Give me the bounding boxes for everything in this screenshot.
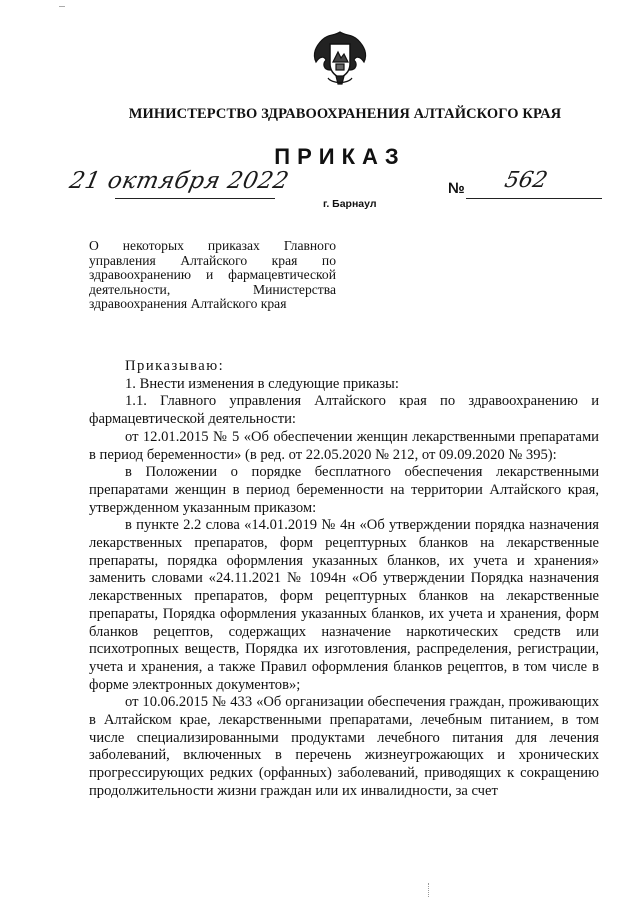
handwritten-date: 21 октября 2022 — [67, 168, 292, 194]
order-body — [89, 358, 599, 801]
body-paragraph: в пункте 2.2 слова «14.01.2019 № 4н «Об утверждении порядка назначения лекарственных препаратов, форм рецептурных бланков на лекарственные препараты, порядка оформления указанных бланков, их учета и хранения» заменить словами «24.11.2021 № 1094н «Об утверждении Порядка назначения лекарственных препаратов, форм рецептурных бланков на лекарственные препараты, Порядка оформления указанных бланков, их учета и хранения, форм бланков рецептов, содержащих назначение наркотических средств или психотропных веществ, Порядка их изготовления, распределения, регистрации, учета и хранения, а также Правил оформления бланков рецептов, в том числе в форме электронных документов»; — [89, 517, 599, 693]
number-label: № — [448, 180, 465, 197]
body-paragraph: 1.1. Главного управления Алтайского края по здравоохранению и фармацевтической деятельности: — [89, 393, 599, 428]
date-underline — [115, 198, 275, 199]
order-subject: О некоторых приказах Главного управления Алтайского края по здравоохранению и фармацевтической деятельности, Министерства здравоохранения Алтайского края — [89, 238, 336, 311]
scan-mark — [59, 6, 65, 7]
document-type-title: ПРИКАЗ — [274, 144, 406, 169]
body-paragraph: в Положении о порядке бесплатного обеспечения лекарственными препаратами женщин в период беременности на территории Алтайского края, утвержденном указанным приказом: — [89, 464, 599, 516]
ministry-heading: МИНИСТЕРСТВО ЗДРАВООХРАНЕНИЯ АЛТАЙСКОГО КРАЯ — [128, 106, 562, 122]
city-label: г. Барнаул — [323, 198, 377, 210]
scan-mark — [428, 883, 431, 897]
body-paragraph: Приказываю: — [125, 358, 225, 374]
number-underline — [466, 198, 602, 199]
body-paragraph: 1. Внести изменения в следующие приказы: — [125, 375, 399, 392]
body-paragraph: от 12.01.2015 № 5 «Об обеспечении женщин лекарственными препаратами в период беременности» (в ред. от 22.05.2020 № 212, от 09.09.2020 № 395): — [89, 428, 599, 463]
coat-of-arms-emblem — [306, 26, 374, 90]
body-paragraph: от 10.06.2015 № 433 «Об организации обеспечения граждан, проживающих в Алтайском крае, лекарственными препаратами, лечебным питанием, в том числе специализированными продуктами лечебного питания для лечения заболеваний, включенных в перечень жизнеугрожающих и хронических прогрессирующих редких (орфанных) заболеваний, приводящих к сокращению продолжительности жизни граждан или их инвалидности, за счет — [89, 694, 599, 799]
handwritten-number: 562 — [502, 168, 550, 193]
